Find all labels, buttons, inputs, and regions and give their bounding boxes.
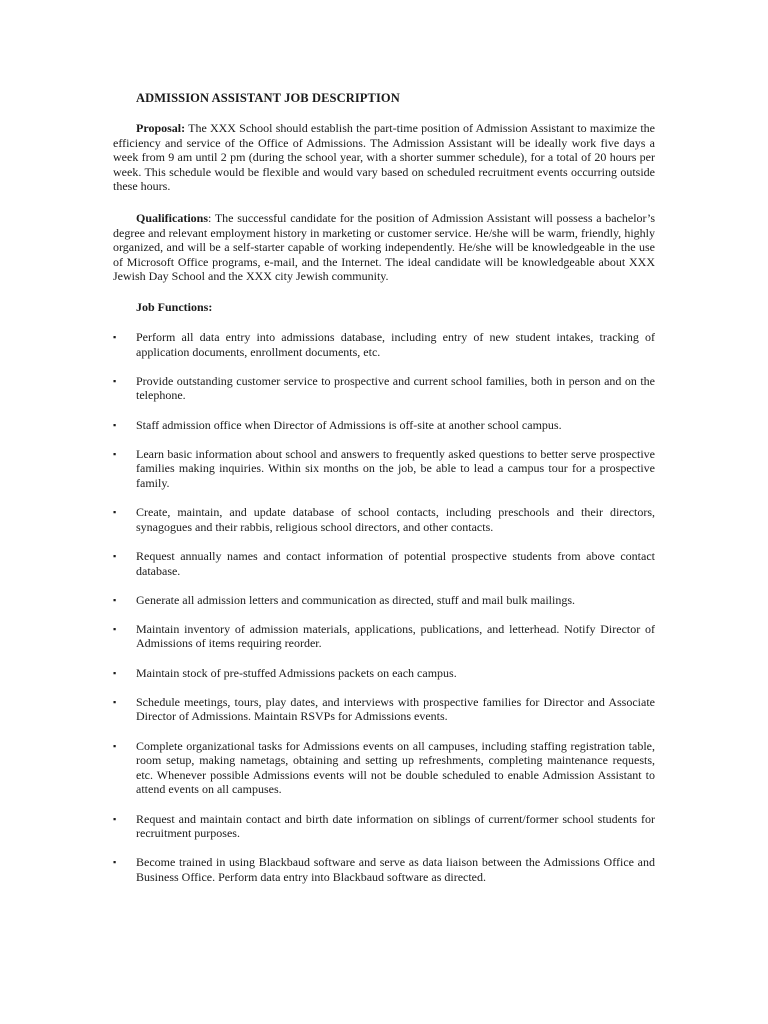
bullet-icon: ▪: [113, 857, 117, 868]
bullet-icon: ▪: [113, 332, 117, 342]
list-item: [113, 666, 655, 681]
bullet-icon: ▪: [113, 594, 117, 605]
list-item-text: Staff admission office when Director of Admissions is off-site at another school campus.: [136, 417, 562, 432]
list-item-text: Provide outstanding customer service to prospective and current school families, both in person and on the telephone.: [136, 373, 655, 403]
proposal-paragraph: [113, 121, 655, 194]
proposal-text: The XXX School should establish the part-time position of Admission Assistant to maximize the efficiency and service of the Office of Admissions. The Admission Assistant will be ideally work five days a week from 9 am until 2 pm (during the school year, with a shorter summer schedule), for a total of 20 hours per week. This schedule would be flexible and would vary based on scheduled recruitment events occurring outside these hours.: [113, 121, 655, 194]
bullet-icon: ▪: [113, 740, 117, 751]
bullet-icon: ▪: [113, 667, 117, 678]
list-item: [113, 739, 655, 797]
list-item: [113, 374, 655, 403]
bullet-icon: ▪: [113, 448, 117, 459]
bullet-icon: ▪: [113, 550, 117, 561]
bullet-icon: ▪: [113, 623, 117, 634]
list-item-text: Request and maintain contact and birth date information on siblings of current/former school students for recruitment purposes.: [136, 811, 655, 841]
list-item: [113, 418, 655, 433]
document-title: ADMISSION ASSISTANT JOB DESCRIPTION: [136, 91, 400, 105]
bullet-icon: ▪: [113, 696, 117, 707]
qualifications-text: : The successful candidate for the position of Admission Assistant will possess a bachelor’s degree and relevant employment history in marketing or customer service. He/she will be warm, friendly, highly organized, and will be a self-starter capable of working independently. He/she will be knowledgeable in the use of Microsoft Office programs, e-mail, and the Internet. The ideal candidate will be knowledgeable about XXX Jewish Day School and the XXX city Jewish community.: [113, 211, 655, 284]
list-item-text: Complete organizational tasks for Admissions events on all campuses, including staffing registration table, room setup, making nametags, obtaining and setting up refreshments, completing maintenance requests, etc. Whenever possible Admissions events will not be double scheduled to enable Admission Assistant to attend events on all campuses.: [136, 738, 655, 797]
list-item-text: Create, maintain, and update database of school contacts, including preschools and their directors, synagogues and their rabbis, religious school directors, and other contacts.: [136, 505, 655, 534]
qualifications-paragraph: [113, 211, 655, 284]
list-item-text: Perform all data entry into admissions database, including entry of new student intakes, tracking of application documents, enrollment documents, etc.: [136, 330, 655, 359]
list-item: [113, 855, 655, 884]
bullet-icon: ▪: [113, 419, 117, 430]
list-item-text: Learn basic information about school and answers to frequently asked questions to better serve prospective families making inquiries. Within six months on the job, be able to lead a campus tour for a prospective family.: [136, 446, 655, 490]
job-functions-heading: Job Functions:: [136, 300, 213, 314]
bullet-icon: ▪: [113, 375, 117, 386]
list-item-text: Schedule meetings, tours, play dates, and interviews with prospective families for Director and Associate Director of Admissions. Maintain RSVPs for Admissions events.: [136, 694, 655, 724]
list-item: [113, 505, 655, 534]
list-item: [113, 695, 655, 724]
list-item: [113, 812, 655, 841]
qualifications-label: Qualifications: [136, 211, 209, 225]
list-item: [113, 622, 655, 651]
bullet-icon: ▪: [113, 507, 117, 518]
list-item: [113, 330, 655, 359]
list-item: [113, 593, 655, 608]
list-item-text: Maintain stock of pre-stuffed Admissions packets on each campus.: [136, 665, 457, 680]
list-item-text: Maintain inventory of admission materials, applications, publications, and letterhead. Notify Director of Admissions of items requiring reorder.: [136, 621, 655, 651]
list-item-text: Generate all admission letters and communication as directed, stuff and mail bulk mailings.: [136, 592, 575, 607]
list-item-text: Request annually names and contact information of potential prospective students from above contact database.: [136, 548, 655, 578]
list-item: [113, 549, 655, 578]
job-functions-list: [113, 330, 655, 899]
bullet-icon: ▪: [113, 813, 117, 824]
proposal-label: Proposal:: [136, 121, 186, 135]
list-item-text: Become trained in using Blackbaud software and serve as data liaison between the Admissions Office and Business Office. Perform data entry into Blackbaud software as directed.: [136, 855, 655, 884]
list-item: [113, 447, 655, 491]
